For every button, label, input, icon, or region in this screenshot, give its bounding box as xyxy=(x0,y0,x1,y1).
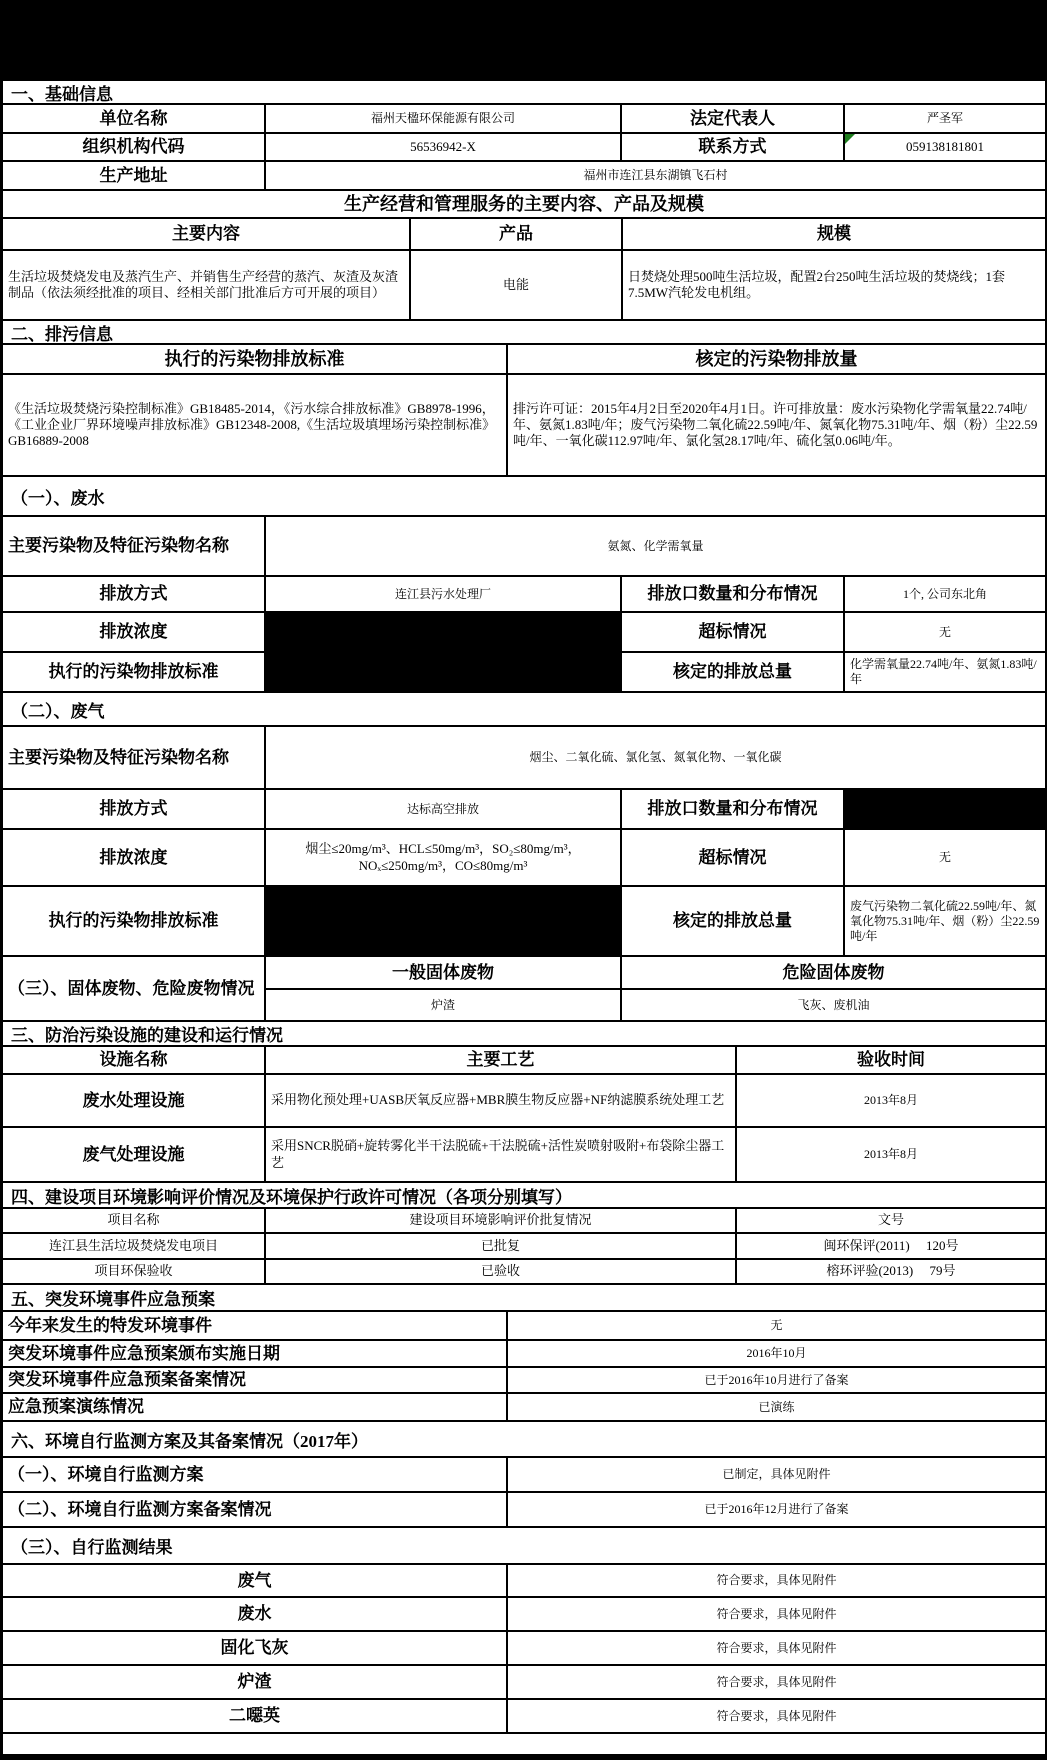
contact-text: 059138181801 xyxy=(906,138,984,154)
wg-total-value: 废气污染物二氧化硫22.59吨/年、氮氧化物75.31吨/年、烟（粉）尘22.59吨/年 xyxy=(850,898,1040,943)
section-2-title: 二、排污信息 xyxy=(3,321,1045,345)
ww-outlets-value: 1个, 公司东北角 xyxy=(902,586,987,601)
wg-concentration-value: 烟尘≤20mg/m³、HCL≤50mg/m³，SO₂≤80mg/m³，NOₓ≤250mg/m³，CO≤80mg/m³ xyxy=(266,830,622,885)
legal-rep-value: 严圣军 xyxy=(926,111,963,125)
emergency-row-value: 已演练 xyxy=(758,1399,795,1414)
project-row-doc: 闽环保评(2011) 120号 xyxy=(823,1237,959,1253)
acceptance-header: 验收时间 xyxy=(857,1050,925,1070)
main-content-label: 主要内容 xyxy=(3,219,411,249)
process-header: 主要工艺 xyxy=(266,1047,737,1073)
solid-hazardous-label: 危险固体废物 xyxy=(782,962,885,982)
emergency-row-value: 无 xyxy=(770,1318,783,1332)
solid-general-value: 炉渣 xyxy=(266,990,622,1020)
result-row-label: 炉渣 xyxy=(3,1666,508,1698)
approved-quantity-text: 排污许可证：2015年4月2日至2020年4月1日。许可排放量：废水污染物化学需氧量22.74吨/年、氨氮1.83吨/年；废气污染物二氧化硫22.59吨/年、氮氧化物75.31吨/年、烟（粉）尘22.59吨/年、一氧化碳112.97吨/年、氯化氢28.17吨/年、硫化氢0.06吨/年。 xyxy=(513,400,1038,449)
contact-label: 联系方式 xyxy=(622,134,845,160)
emission-standard-text: 《生活垃圾焚烧污染控制标准》GB18485-2014，《污水综合排放标准》GB8978-1996，《工业企业厂界环境噪声排放标准》GB12348-2008,《生活垃圾填埋场污染控制标准》GB16889-2008 xyxy=(3,375,508,475)
facility-row-acceptance: 2013年8月 xyxy=(863,1093,918,1107)
wastewater-title: （一）、废水 xyxy=(3,477,1045,517)
address-label: 生产地址 xyxy=(3,162,266,189)
solid-general-label: 一般固体废物 xyxy=(266,957,622,988)
ww-outlets-label: 排放口数量和分布情况 xyxy=(622,577,845,611)
address-value: 福州市连江县东湖镇飞石村 xyxy=(583,168,728,182)
emergency-row-label: 应急预案演练情况 xyxy=(3,1394,508,1420)
ww-total-value: 化学需氧量22.74吨/年、氨氮1.83吨/年 xyxy=(850,657,1037,686)
scale-label: 规模 xyxy=(817,224,851,244)
facility-row-process: 采用SNCR脱硝+旋转雾化半干法脱硫+干法脱硫+活性炭喷射吸附+布袋除尘器工艺 xyxy=(266,1128,737,1181)
wg-standard-redacted xyxy=(266,887,622,955)
ww-concentration-label: 排放浓度 xyxy=(3,613,266,651)
monitoring-row-label: （二）、环境自行监测方案备案情况 xyxy=(3,1493,508,1526)
facility-row-name: 废气处理设施 xyxy=(3,1128,266,1181)
ww-discharge-mode-value: 连江县污水处理厂 xyxy=(266,577,622,611)
ww-exceed-label: 超标情况 xyxy=(622,613,845,651)
project-row-name: 项目环保验收 xyxy=(3,1260,266,1283)
wg-discharge-mode-value: 达标高空排放 xyxy=(266,790,622,828)
main-content-value: 生活垃圾焚烧发电及蒸汽生产、并销售生产经营的蒸汽、灰渣及灰渣制品（依法须经批准的项目、经相关部门批准后方可开展的项目） xyxy=(3,251,411,319)
facility-row-acceptance: 2013年8月 xyxy=(863,1147,918,1161)
scale-value: 日焚烧处理500吨生活垃圾，配置2台250吨生活垃圾的焚烧线；1套7.5MW汽轮发电机组。 xyxy=(628,268,1006,300)
wastegas-title: （二）、废气 xyxy=(3,693,1045,727)
ww-discharge-mode-label: 排放方式 xyxy=(3,577,266,611)
project-row-approval: 已批复 xyxy=(266,1234,737,1258)
redacted-header-block xyxy=(3,0,1045,81)
unit-name-label: 单位名称 xyxy=(3,105,266,132)
monitoring-row-value: 已于2016年12月进行了备案 xyxy=(704,1502,849,1516)
monitoring-row-label: （一）、环境自行监测方案 xyxy=(3,1458,508,1491)
facility-row-name: 废水处理设施 xyxy=(3,1075,266,1126)
project-row-doc: 榕环评验(2013) 79号 xyxy=(826,1263,956,1279)
project-name-header: 项目名称 xyxy=(3,1209,266,1232)
legal-rep-label: 法定代表人 xyxy=(622,105,845,132)
wg-outlets-label: 排放口数量和分布情况 xyxy=(622,790,845,828)
redacted-footer-strip xyxy=(3,1754,1045,1760)
result-row-value: 符合要求，具体见附件 xyxy=(716,1606,837,1621)
wg-discharge-mode-label: 排放方式 xyxy=(3,790,266,828)
monitoring-results-title: （三）、自行监测结果 xyxy=(3,1528,1045,1565)
result-row-value: 符合要求，具体见附件 xyxy=(716,1573,837,1587)
result-row-value: 符合要求，具体见附件 xyxy=(716,1640,837,1655)
unit-name-value: 福州天楹环保能源有限公司 xyxy=(266,105,622,132)
section-6-title: 六、环境自行监测方案及其备案情况（2017年） xyxy=(3,1422,1045,1458)
empty-row xyxy=(3,1734,1045,1754)
emergency-row-label: 突发环境事件应急预案颁布实施日期 xyxy=(3,1341,508,1366)
project-row-approval: 已验收 xyxy=(266,1260,737,1283)
ww-pollutants-value: 氨氮、化学需氧量 xyxy=(607,538,704,553)
ww-exceed-value: 无 xyxy=(938,624,951,639)
result-row-value: 符合要求，具体见附件 xyxy=(716,1708,837,1723)
emergency-row-label: 突发环境事件应急预案备案情况 xyxy=(3,1368,508,1392)
result-row-label: 废水 xyxy=(3,1598,508,1630)
wg-concentration-label: 排放浓度 xyxy=(3,830,266,885)
org-code-value: 56536942-X xyxy=(266,134,622,160)
ww-standard-label: 执行的污染物排放标准 xyxy=(3,653,266,691)
project-row-name: 连江县生活垃圾焚烧发电项目 xyxy=(3,1234,266,1258)
product-label: 产品 xyxy=(411,219,623,249)
facility-row-process: 采用物化预处理+UASB厌氧反应器+MBR膜生物反应器+NF纳滤膜系统处理工艺 xyxy=(266,1075,737,1126)
ww-pollutants-label: 主要污染物及特征污染物名称 xyxy=(3,517,266,575)
result-row-value: 符合要求，具体见附件 xyxy=(716,1674,837,1689)
ww-concentration-redacted xyxy=(266,613,622,651)
wg-outlets-redacted xyxy=(845,790,1045,828)
emergency-row-value: 已于2016年10月进行了备案 xyxy=(704,1372,849,1387)
cell-note-triangle-icon xyxy=(845,134,855,144)
wg-pollutants-value: 烟尘、二氧化硫、氯化氢、氮氧化物、一氧化碳 xyxy=(529,750,782,764)
result-row-label: 二噁英 xyxy=(3,1700,508,1732)
wg-total-label: 核定的排放总量 xyxy=(622,887,845,955)
emission-standard-header: 执行的污染物排放标准 xyxy=(3,345,508,373)
emergency-row-value: 2016年10月 xyxy=(746,1346,807,1360)
contact-value xyxy=(845,134,1045,160)
business-scope-header: 生产经营和管理服务的主要内容、产品及规模 xyxy=(344,193,704,214)
ww-standard-redacted xyxy=(266,653,622,691)
emergency-row-label: 今年来发生的特发环境事件 xyxy=(3,1312,508,1339)
product-value: 电能 xyxy=(411,251,623,319)
section-5-title: 五、突发环境事件应急预案 xyxy=(3,1285,1045,1312)
wg-exceed-label: 超标情况 xyxy=(622,830,845,885)
wg-pollutants-label: 主要污染物及特征污染物名称 xyxy=(3,727,266,788)
section-4-title: 四、建设项目环境影响评价情况及环境保护行政许可情况（各项分别填写） xyxy=(3,1183,1045,1209)
org-code-label: 组织机构代码 xyxy=(3,134,266,160)
result-row-label: 固化飞灰 xyxy=(3,1632,508,1664)
wg-exceed-value: 无 xyxy=(938,850,951,864)
section-3-title: 三、防治污染设施的建设和运行情况 xyxy=(3,1022,1045,1047)
eia-approval-header: 建设项目环境影响评价批复情况 xyxy=(266,1209,737,1232)
solid-waste-title: （三）、固体废物、危险废物情况 xyxy=(3,957,266,1020)
doc-number-header: 文号 xyxy=(877,1212,904,1228)
approved-quantity-header: 核定的污染物排放量 xyxy=(695,348,858,369)
section-1-title: 一、基础信息 xyxy=(3,81,1045,105)
result-row-label: 废气 xyxy=(3,1565,508,1596)
ww-total-label: 核定的排放总量 xyxy=(622,653,845,691)
monitoring-row-value: 已制定，具体见附件 xyxy=(722,1467,831,1481)
facility-name-header: 设施名称 xyxy=(3,1047,266,1073)
wg-standard-label: 执行的污染物排放标准 xyxy=(3,887,266,955)
solid-hazardous-value: 飞灰、废机油 xyxy=(797,997,870,1012)
